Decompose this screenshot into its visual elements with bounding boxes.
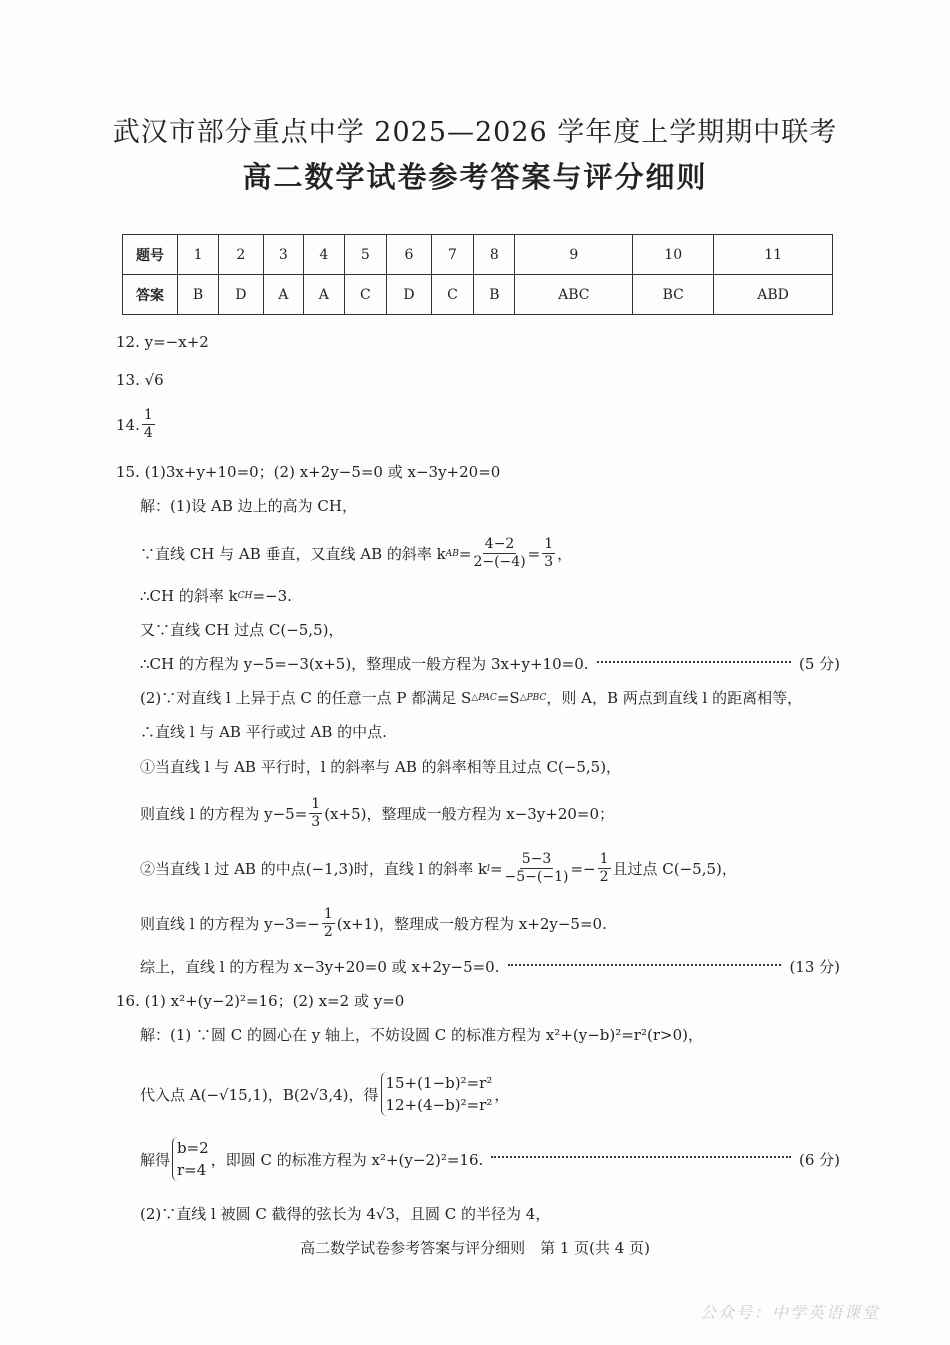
answer-cell: A [304, 275, 344, 315]
system-equation: 12+(4−b)²=r² [385, 1096, 493, 1114]
denominator: −5−(−1) [504, 869, 569, 885]
text-segment: 解：(1)设 AB 边上的高为 CH， [140, 497, 357, 515]
watermark: 公众号：中学英语课堂 [699, 1303, 880, 1322]
text-segment: ，则 A，B 两点到直线 l 的距离相等， [546, 689, 803, 707]
numerator: 1 [544, 536, 554, 552]
question-number-cell: 9 [515, 235, 633, 275]
answer-line [140, 756, 840, 777]
text-segment: 16. (1) x²+(y−2)²=16；(2) x=2 或 y=0 [116, 992, 405, 1010]
text-segment: 12. y=−x+2 [116, 333, 209, 351]
text-segment: (2)∵对直线 l 上异于点 C 的任意一点 P 都满足 S [140, 689, 472, 707]
answer-line [140, 687, 840, 708]
answer-line [140, 619, 840, 640]
text-segment: 综上，直线 l 的方程为 x−3y+20=0 或 x+2y−5=0. [140, 958, 500, 976]
denominator: 4 [143, 425, 153, 441]
fraction [505, 851, 569, 886]
text-segment: ∵直线 CH 与 AB 垂直，又直线 AB 的斜率 k [140, 545, 446, 563]
dotted-leader [508, 964, 782, 966]
question-number-cell: 3 [263, 235, 303, 275]
dotted-leader [597, 661, 791, 663]
answer-line [140, 653, 840, 674]
numerator: 1 [311, 796, 321, 812]
text-segment: 解得 [140, 1150, 171, 1169]
text-segment: ∴直线 l 与 AB 平行或过 AB 的中点. [140, 723, 387, 741]
question-number-cell: 7 [431, 235, 474, 275]
fraction [598, 851, 611, 886]
text-segment: ， [557, 545, 573, 563]
answer-line [116, 990, 840, 1011]
denominator: 2 [599, 869, 609, 885]
answer-cell: C [431, 275, 474, 315]
question-number-cell: 2 [219, 235, 264, 275]
denominator: 3 [311, 814, 321, 830]
question-number-cell: 10 [633, 235, 714, 275]
answer-line [116, 407, 840, 442]
text-segment: ∴CH 的斜率 k [140, 587, 238, 605]
row-label: 答案 [123, 275, 178, 315]
document-subtitle: 高二数学试卷参考答案与评分细则 [242, 160, 708, 194]
system-equation: 15+(1−b)²=r² [385, 1074, 493, 1092]
score-label: (6 分) [798, 1150, 840, 1169]
text-segment: 则直线 l 的方程为 y−3=− [140, 915, 320, 933]
question-number-cell: 6 [387, 235, 432, 275]
exam-title: 武汉市部分重点中学 2025—2026 学年度上学期期中联考 [112, 117, 838, 148]
text-segment: 13. √6 [116, 371, 164, 389]
answer-cell: B [178, 275, 219, 315]
text-segment: ， [494, 1085, 510, 1104]
text-segment: ②当直线 l 过 AB 的中点(−1,3)时，直线 l 的斜率 k [140, 860, 488, 878]
fraction [473, 536, 525, 571]
text-segment: =−3. [252, 586, 292, 605]
text-segment: (x+5)，整理成一般方程为 x−3y+20=0； [324, 805, 615, 823]
text-segment: ∴CH 的方程为 y−5=−3(x+5)，整理成一般方程为 3x+y+10=0. [140, 655, 589, 673]
answer-line [140, 1137, 840, 1181]
fraction [142, 407, 155, 442]
text-segment: 代入点 A(−√15,1)，B(2√3,4)，得 [140, 1085, 379, 1104]
text-segment: 15. (1)3x+y+10=0；(2) x+2y−5=0 或 x−3y+20=0 [116, 463, 501, 481]
equation-system [172, 1137, 209, 1181]
text-segment: 解：(1) ∵圆 C 的圆心在 y 轴上，不妨设圆 C 的标准方程为 x²+(y−b)²=r²(r>0)， [140, 1026, 703, 1044]
numerator: 1 [323, 906, 333, 922]
question-number-cell: 5 [344, 235, 387, 275]
question-number-cell: 8 [474, 235, 515, 275]
answer-line [140, 495, 840, 516]
question-number-cell: 1 [178, 235, 219, 275]
answer-line [140, 1072, 840, 1116]
system-equation: r=4 [177, 1161, 207, 1179]
answer-cell: B [474, 275, 515, 315]
text-segment: (x+1)，整理成一般方程为 x+2y−5=0. [336, 915, 607, 933]
denominator: 3 [544, 554, 554, 570]
text-segment: (2)∵直线 l 被圆 C 截得的弦长为 4√3，且圆 C 的半径为 4， [140, 1205, 551, 1223]
fraction [322, 906, 335, 941]
text-segment: 又∵直线 CH 过点 C(−5,5)， [140, 621, 344, 639]
numerator: 5−3 [521, 851, 552, 867]
answer-line [140, 1024, 840, 1045]
answer-cell: BC [633, 275, 714, 315]
answer-cell: ABC [515, 275, 633, 315]
answer-cell: C [344, 275, 387, 315]
fraction [542, 536, 555, 571]
score-label: (5 分) [798, 655, 840, 673]
text-segment: =− [570, 859, 596, 878]
text-segment: =S [496, 688, 520, 707]
answer-line [116, 371, 840, 389]
text-segment: = [527, 544, 541, 563]
text-segment: 且过点 C(−5,5)， [612, 860, 737, 878]
answer-line [140, 1203, 840, 1224]
text-segment: ①当直线 l 与 AB 平行时，l 的斜率与 AB 的斜率相等且过点 C(−5,5)， [140, 758, 622, 776]
answer-line [140, 906, 840, 941]
subscript: l [487, 863, 490, 874]
question-number-row [123, 235, 833, 275]
page-footer: 高二数学试卷参考答案与评分细则 第 1 页(共 4 页) [300, 1239, 650, 1257]
fraction [309, 796, 322, 831]
denominator: 2 [323, 924, 333, 940]
subscript: CH [237, 590, 253, 601]
subscript: △PBC [519, 692, 547, 703]
text-segment: ，即圆 C 的标准方程为 x²+(y−2)²=16. [210, 1150, 484, 1169]
equation-system [381, 1072, 493, 1116]
answer-row [123, 275, 833, 315]
answer-line [140, 721, 840, 742]
question-number-cell: 4 [304, 235, 344, 275]
score-label: (13 分) [789, 958, 840, 976]
text-segment: = [458, 544, 472, 563]
answer-cell: D [219, 275, 264, 315]
text-segment: 14. [116, 415, 140, 434]
answer-line [140, 851, 840, 886]
answer-cell: D [387, 275, 432, 315]
subscript: △PAC [471, 692, 497, 703]
question-number-cell: 11 [714, 235, 833, 275]
row-label: 题号 [123, 235, 178, 275]
answer-line [116, 461, 840, 482]
answer-cell: ABD [714, 275, 833, 315]
answer-line [140, 956, 840, 977]
system-equation: b=2 [177, 1139, 209, 1157]
numerator: 1 [143, 407, 153, 423]
numerator: 4−2 [484, 536, 515, 552]
answer-table [122, 234, 833, 315]
dotted-leader [491, 1156, 791, 1158]
text-segment: 则直线 l 的方程为 y−5= [140, 805, 308, 823]
answer-line [140, 536, 840, 571]
answer-line [140, 585, 840, 606]
subscript: AB [445, 548, 459, 559]
denominator: 2−(−4) [473, 554, 526, 570]
answer-line [140, 796, 840, 831]
numerator: 1 [599, 851, 609, 867]
answer-line [116, 333, 840, 351]
answer-cell: A [263, 275, 303, 315]
text-segment: = [489, 859, 503, 878]
